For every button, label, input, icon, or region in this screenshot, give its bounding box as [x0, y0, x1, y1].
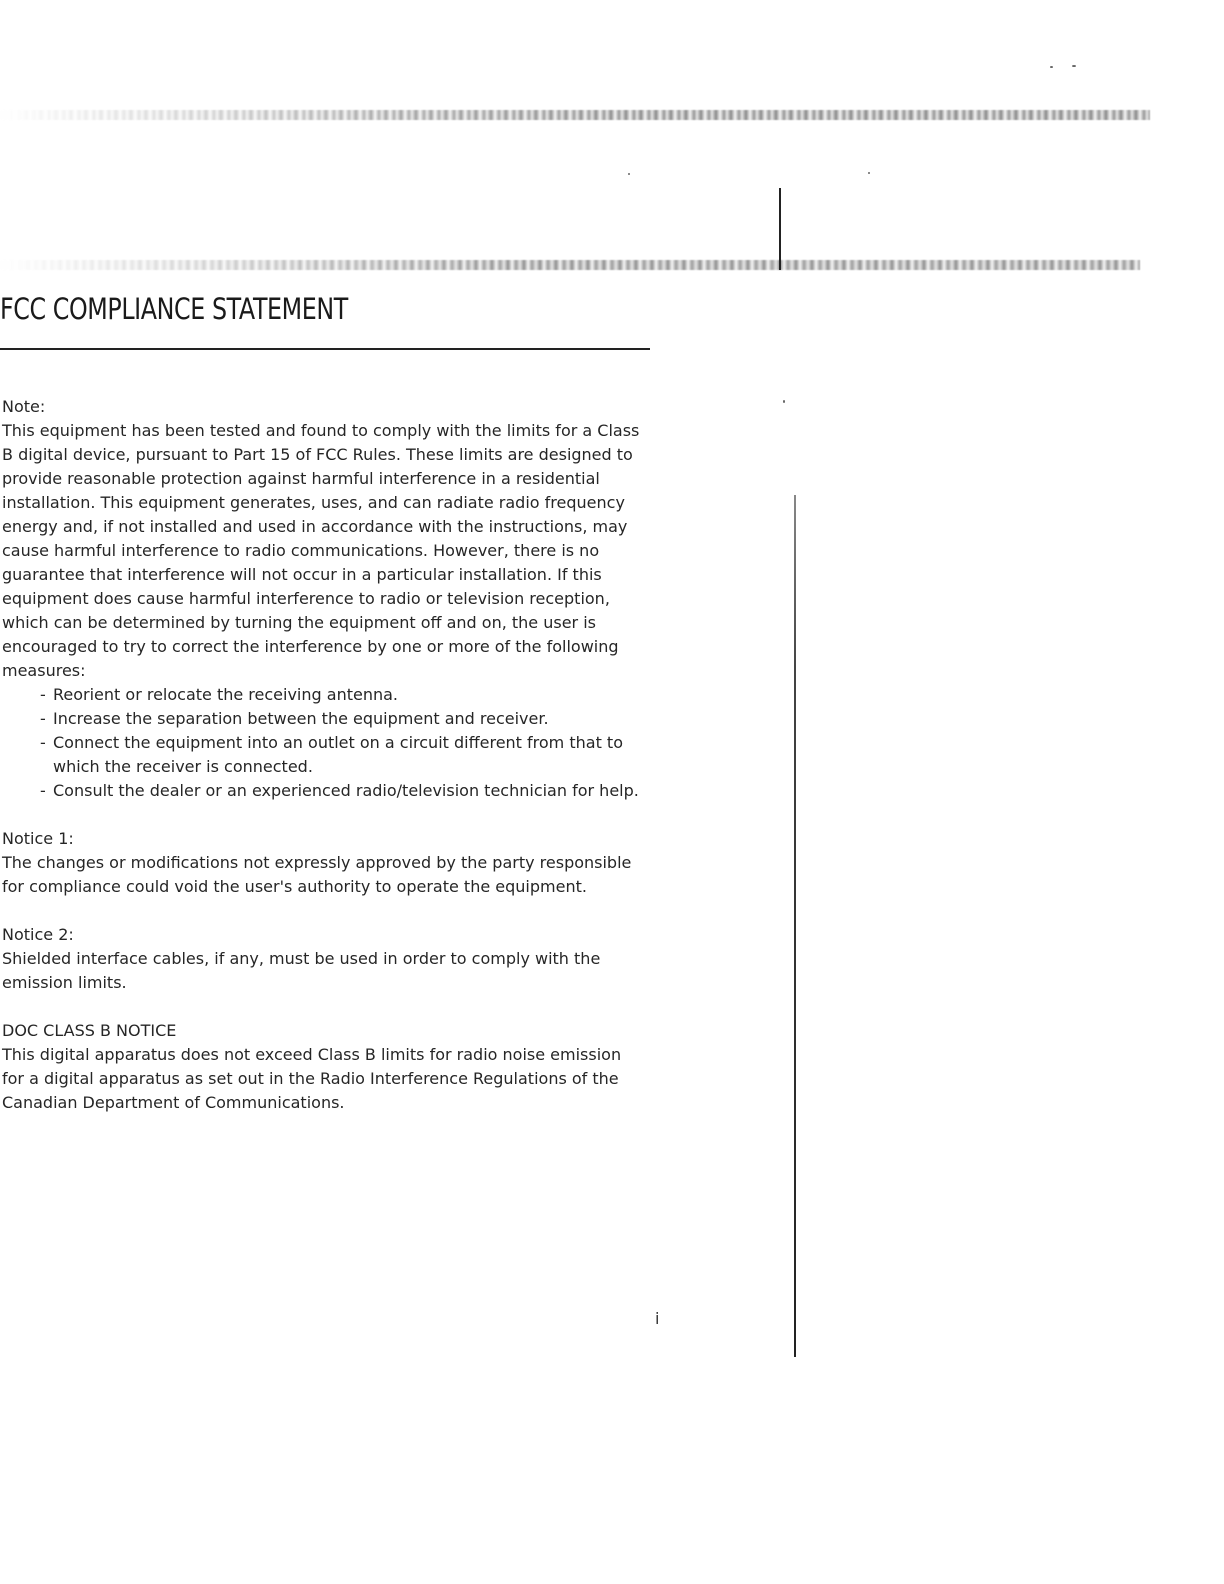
list-item: - Connect the equipment into an outlet on a circuit different from that to which the receiver is connected. — [40, 731, 642, 779]
scan-noise-band-top — [0, 110, 1150, 120]
scan-speck — [628, 173, 630, 175]
doc-notice-section — [2, 1019, 642, 1115]
page-fold-line-right — [794, 495, 796, 1357]
list-item: - Consult the dealer or an experienced radio/television technician for help. — [40, 779, 642, 803]
list-item: - Increase the separation between the equipment and receiver. — [40, 707, 642, 731]
document-body — [2, 395, 642, 1139]
page-title: FCC COMPLIANCE STATEMENT — [0, 292, 348, 326]
notice-1-section — [2, 827, 642, 899]
note-heading: Note: — [2, 397, 46, 416]
list-item: - Reorient or relocate the receiving antenna. — [40, 683, 642, 707]
scan-speck — [868, 172, 870, 174]
scan-speck — [1050, 66, 1053, 68]
notice-1-body: The changes or modifications not expressly approved by the party responsible for compliance could void the user's authority to operate the equipment. — [2, 853, 632, 896]
note-body: This equipment has been tested and found to comply with the limits for a Class B digital device, pursuant to Part 15 of FCC Rules. These limits are designed to provide reasonable protection against harmful interference in a residential installation. This equipment generates, uses, and can radiate radio frequency energy and, if not installed and used in accordance with the instructions, may cause harmful interference to radio communications. However, there is no guarantee that interference will not occur in a particular installation. If this equipment does cause harmful interference to radio or television reception, which can be determined by turning the equipment off and on, the user is encouraged to try to correct the interference by one or more of the following measures: — [2, 421, 640, 680]
notice-2-section — [2, 923, 642, 995]
note-section — [2, 395, 642, 803]
doc-notice-heading: DOC CLASS B NOTICE — [2, 1021, 177, 1040]
scan-noise-band-middle — [0, 260, 1140, 270]
notice-2-heading: Notice 2: — [2, 925, 74, 944]
scan-speck — [1072, 65, 1076, 67]
notice-1-heading: Notice 1: — [2, 829, 74, 848]
title-underline — [0, 348, 650, 350]
scan-speck — [783, 400, 785, 403]
doc-notice-body: This digital apparatus does not exceed Class B limits for radio noise emission for a digital apparatus as set out in the Radio Interference Regulations of the Canadian Department of Communications. — [2, 1045, 622, 1112]
measures-list — [2, 683, 642, 803]
page-number: i — [655, 1309, 660, 1328]
page-fold-line-upper — [779, 188, 781, 270]
notice-2-body: Shielded interface cables, if any, must be used in order to comply with the emission limits. — [2, 949, 601, 992]
